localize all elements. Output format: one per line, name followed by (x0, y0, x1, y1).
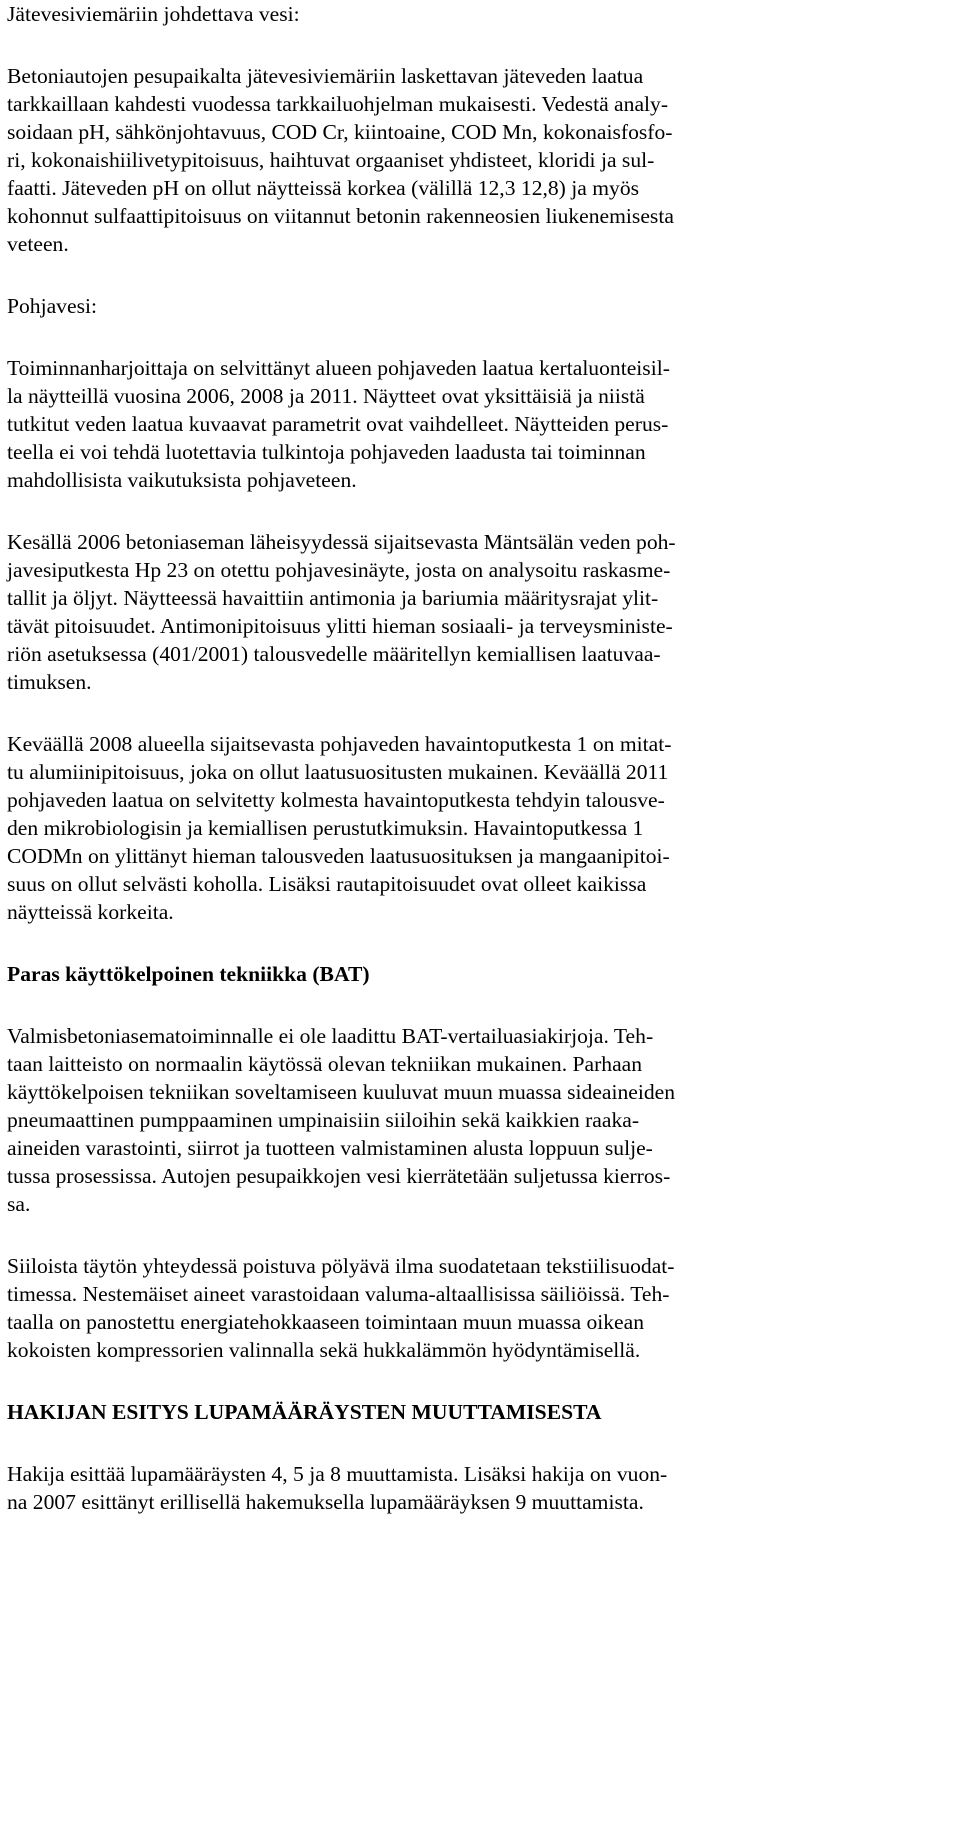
section-heading-groundwater: Pohjavesi: (7, 294, 97, 318)
section-heading-bat: Paras käyttökelpoinen tekniikka (BAT) (7, 962, 370, 986)
text-line: la näytteillä vuosina 2006, 2008 ja 2011. Näytteet ovat yksittäisiä ja niistä (7, 384, 645, 408)
text-line: kohonnut sulfaattipitoisuus on viitannut betonin rakenneosien liukenemisesta (7, 204, 674, 228)
text-line: sa. (7, 1192, 31, 1216)
text-line: veteen. (7, 232, 69, 256)
text-line: kokoisten kompressorien valinnalla sekä hukkalämmön hyödyntämisellä. (7, 1338, 641, 1362)
text-line: Hakija esittää lupamääräysten 4, 5 ja 8 muuttamista. Lisäksi hakija on vuon- (7, 1462, 668, 1486)
text-line: Valmisbetoniasematoiminnalle ei ole laadittu BAT-vertailuasiakirjoja. Teh- (7, 1024, 654, 1048)
text-line: tallit ja öljyt. Näytteessä havaittiin antimonia ja bariumia määritysrajat ylit- (7, 586, 659, 610)
text-line: riön asetuksessa (401/2001) talousvedelle määritellyn kemiallisen laatuvaa- (7, 642, 661, 666)
text-line: timessa. Nestemäiset aineet varastoidaan valuma-altaallisissa säiliöissä. Teh- (7, 1282, 670, 1306)
section-heading-wastewater: Jätevesiviemäriin johdettava vesi: (7, 2, 300, 26)
text-line: pneumaattinen pumppaaminen umpinaisiin siiloihin sekä kaikkien raaka- (7, 1108, 640, 1132)
text-line: na 2007 esittänyt erillisellä hakemuksella lupamääräyksen 9 muuttamista. (7, 1490, 644, 1514)
section-heading-permit-changes: HAKIJAN ESITYS LUPAMÄÄRÄYSTEN MUUTTAMISESTA (7, 1400, 602, 1424)
text-line: taalla on panostettu energiatehokkaaseen toimintaan muun muassa oikean (7, 1310, 645, 1334)
text-line: Betoniautojen pesupaikalta jätevesiviemäriin laskettavan jäteveden laatua (7, 64, 644, 88)
text-line: faatti. Jäteveden pH on ollut näytteissä korkea (välillä 12,3 12,8) ja myös (7, 176, 640, 200)
text-line: tävät pitoisuudet. Antimonipitoisuus ylitti hieman sosiaali- ja terveysministe- (7, 614, 673, 638)
text-line: taan laitteisto on normaalin käytössä olevan tekniikan mukainen. Parhaan (7, 1052, 643, 1076)
text-line: timuksen. (7, 670, 92, 694)
text-line: tussa prosessissa. Autojen pesupaikkojen vesi kierrätetään suljetussa kierros- (7, 1164, 671, 1188)
text-line: ri, kokonaishiilivetypitoisuus, haihtuvat orgaaniset yhdisteet, kloridi ja sul- (7, 148, 655, 172)
text-line: Keväällä 2008 alueella sijaitsevasta pohjaveden havaintoputkesta 1 on mitat- (7, 732, 672, 756)
text-line: aineiden varastointi, siirrot ja tuotteen valmistaminen alusta loppuun sulje- (7, 1136, 653, 1160)
text-line: soidaan pH, sähkönjohtavuus, COD Cr, kiintoaine, COD Mn, kokonaisfosfo- (7, 120, 673, 144)
text-line: näytteissä korkeita. (7, 900, 174, 924)
text-line: tutkitut veden laatua kuvaavat parametrit ovat vaihdelleet. Näytteiden perus- (7, 412, 669, 436)
text-line: suus on ollut selvästi koholla. Lisäksi rautapitoisuudet ovat olleet kaikissa (7, 872, 647, 896)
text-line: javesiputkesta Hp 23 on otettu pohjavesinäyte, josta on analysoitu raskasme- (7, 558, 671, 582)
text-line: mahdollisista vaikutuksista pohjaveteen. (7, 468, 357, 492)
text-line: teella ei voi tehdä luotettavia tulkintoja pohjaveden laadusta tai toiminnan (7, 440, 646, 464)
text-line: den mikrobiologisin ja kemiallisen perustutkimuksin. Havaintoputkessa 1 (7, 816, 644, 840)
text-line: käyttökelpoisen tekniikan soveltamiseen kuuluvat muun muassa sideaineiden (7, 1080, 676, 1104)
text-line: CODMn on ylittänyt hieman talousveden laatusuosituksen ja mangaanipitoi- (7, 844, 670, 868)
text-line: pohjaveden laatua on selvitetty kolmesta havaintoputkesta tehdyin talousve- (7, 788, 665, 812)
text-line: Siiloista täytön yhteydessä poistuva pölyävä ilma suodatetaan tekstiilisuodat- (7, 1254, 675, 1278)
text-line: Toiminnanharjoittaja on selvittänyt alueen pohjaveden laatua kertaluonteisil- (7, 356, 670, 380)
text-line: tarkkaillaan kahdesti vuodessa tarkkailuohjelman mukaisesti. Vedestä analy- (7, 92, 669, 116)
text-line: Kesällä 2006 betoniaseman läheisyydessä sijaitsevasta Mäntsälän veden poh- (7, 530, 676, 554)
text-line: tu alumiinipitoisuus, joka on ollut laatusuositusten mukainen. Keväällä 2011 (7, 760, 669, 784)
